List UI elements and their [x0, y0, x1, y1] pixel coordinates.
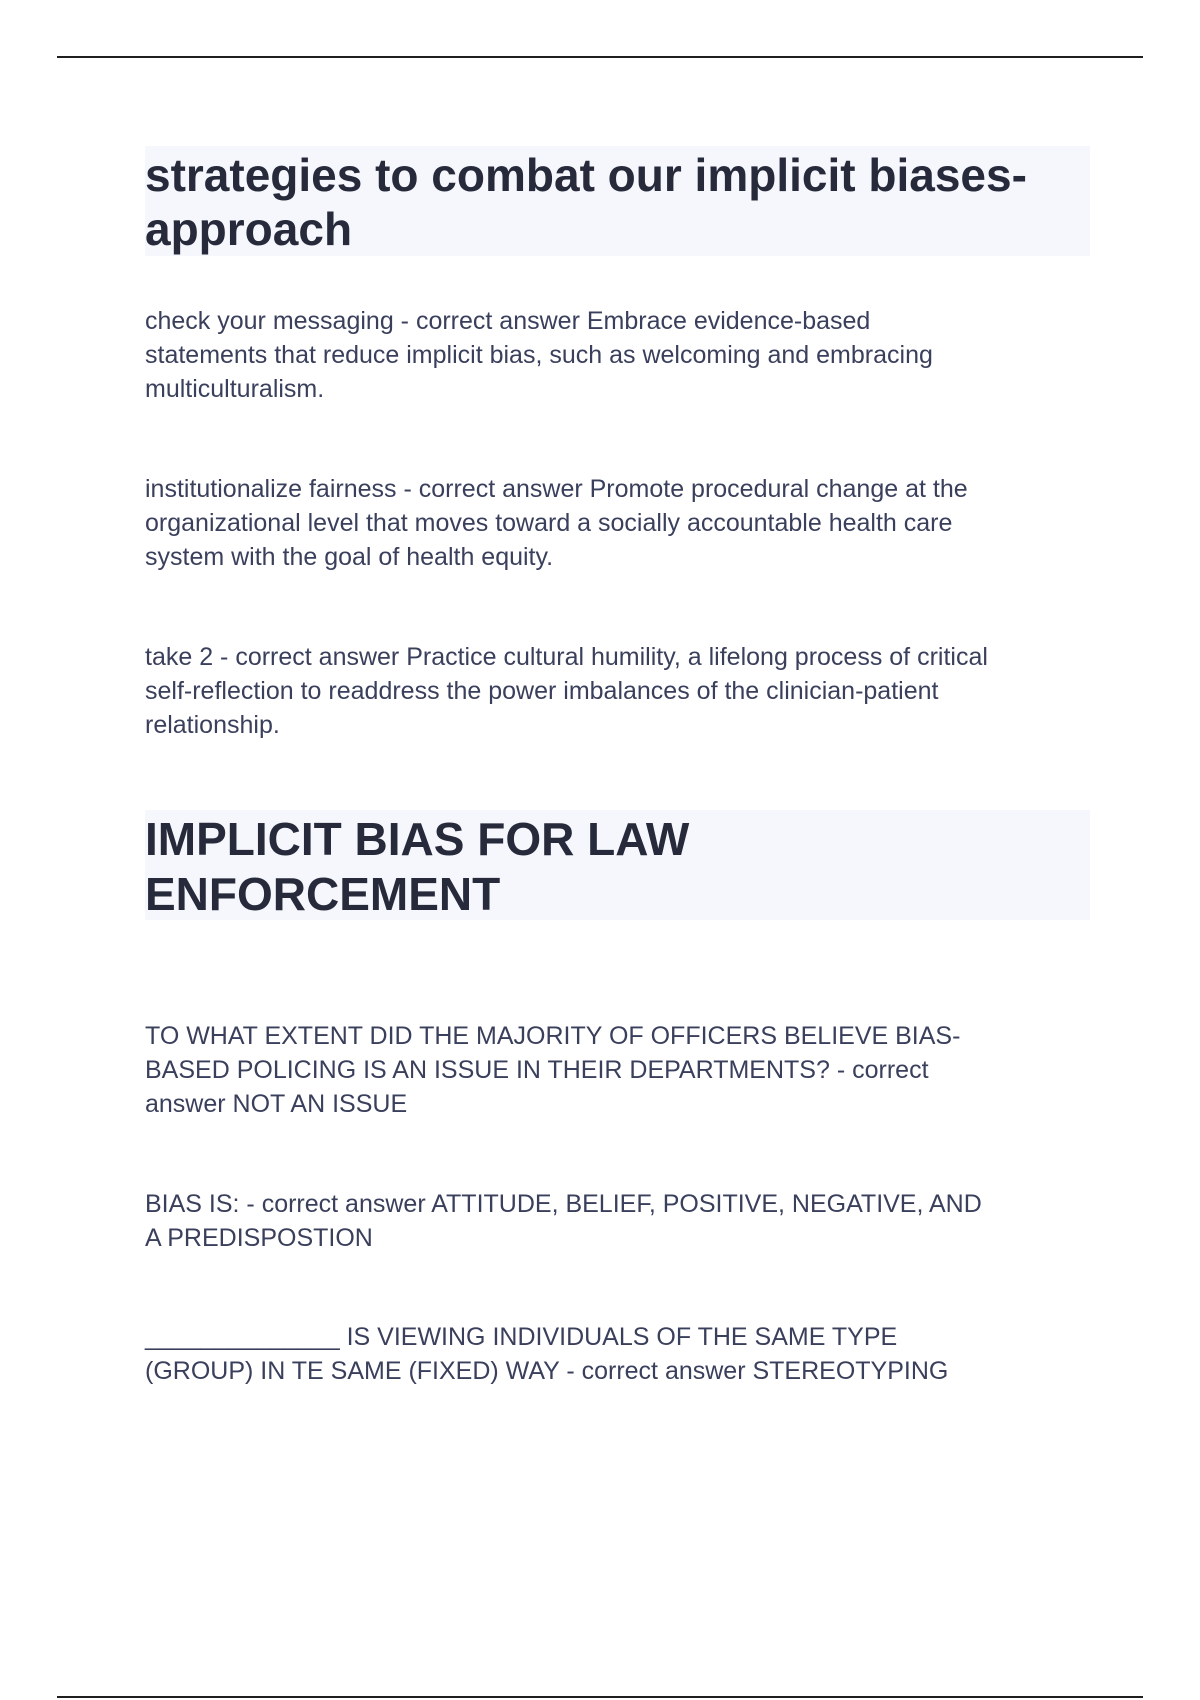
- section-heading-strategies: strategies to combat our implicit biases- approach: [145, 146, 1090, 256]
- qa-item-officers-belief: TO WHAT EXTENT DID THE MAJORITY OF OFFICERS BELIEVE BIAS- BASED POLICING IS AN ISSUE IN THEIR DEPARTMENTS? - correct answer NOT AN ISSUE: [145, 1022, 961, 1118]
- bottom-rule: [57, 1696, 1143, 1698]
- top-rule: [57, 56, 1143, 58]
- qa-item-check-your-messaging: check your messaging - correct answer Embrace evidence-based statements that reduce implicit bias, such as welcoming and embracing multiculturalism.: [145, 307, 933, 403]
- section-heading-law-enforcement: IMPLICIT BIAS FOR LAW ENFORCEMENT: [145, 810, 1090, 920]
- qa-item-take-2: take 2 - correct answer Practice cultural humility, a lifelong process of critical self-reflection to readdress the power imbalances of the clinician-patient relationship.: [145, 643, 988, 739]
- qa-item-stereotyping: ______________ IS VIEWING INDIVIDUALS OF THE SAME TYPE (GROUP) IN TE SAME (FIXED) WAY - correct answer STEREOTYPING: [145, 1323, 949, 1385]
- qa-item-bias-is: BIAS IS: - correct answer ATTITUDE, BELIEF, POSITIVE, NEGATIVE, AND A PREDISPOSTION: [145, 1190, 982, 1252]
- qa-item-institutionalize-fairness: institutionalize fairness - correct answer Promote procedural change at the organizational level that moves toward a socially accountable health care system with the goal of health equity.: [145, 475, 968, 571]
